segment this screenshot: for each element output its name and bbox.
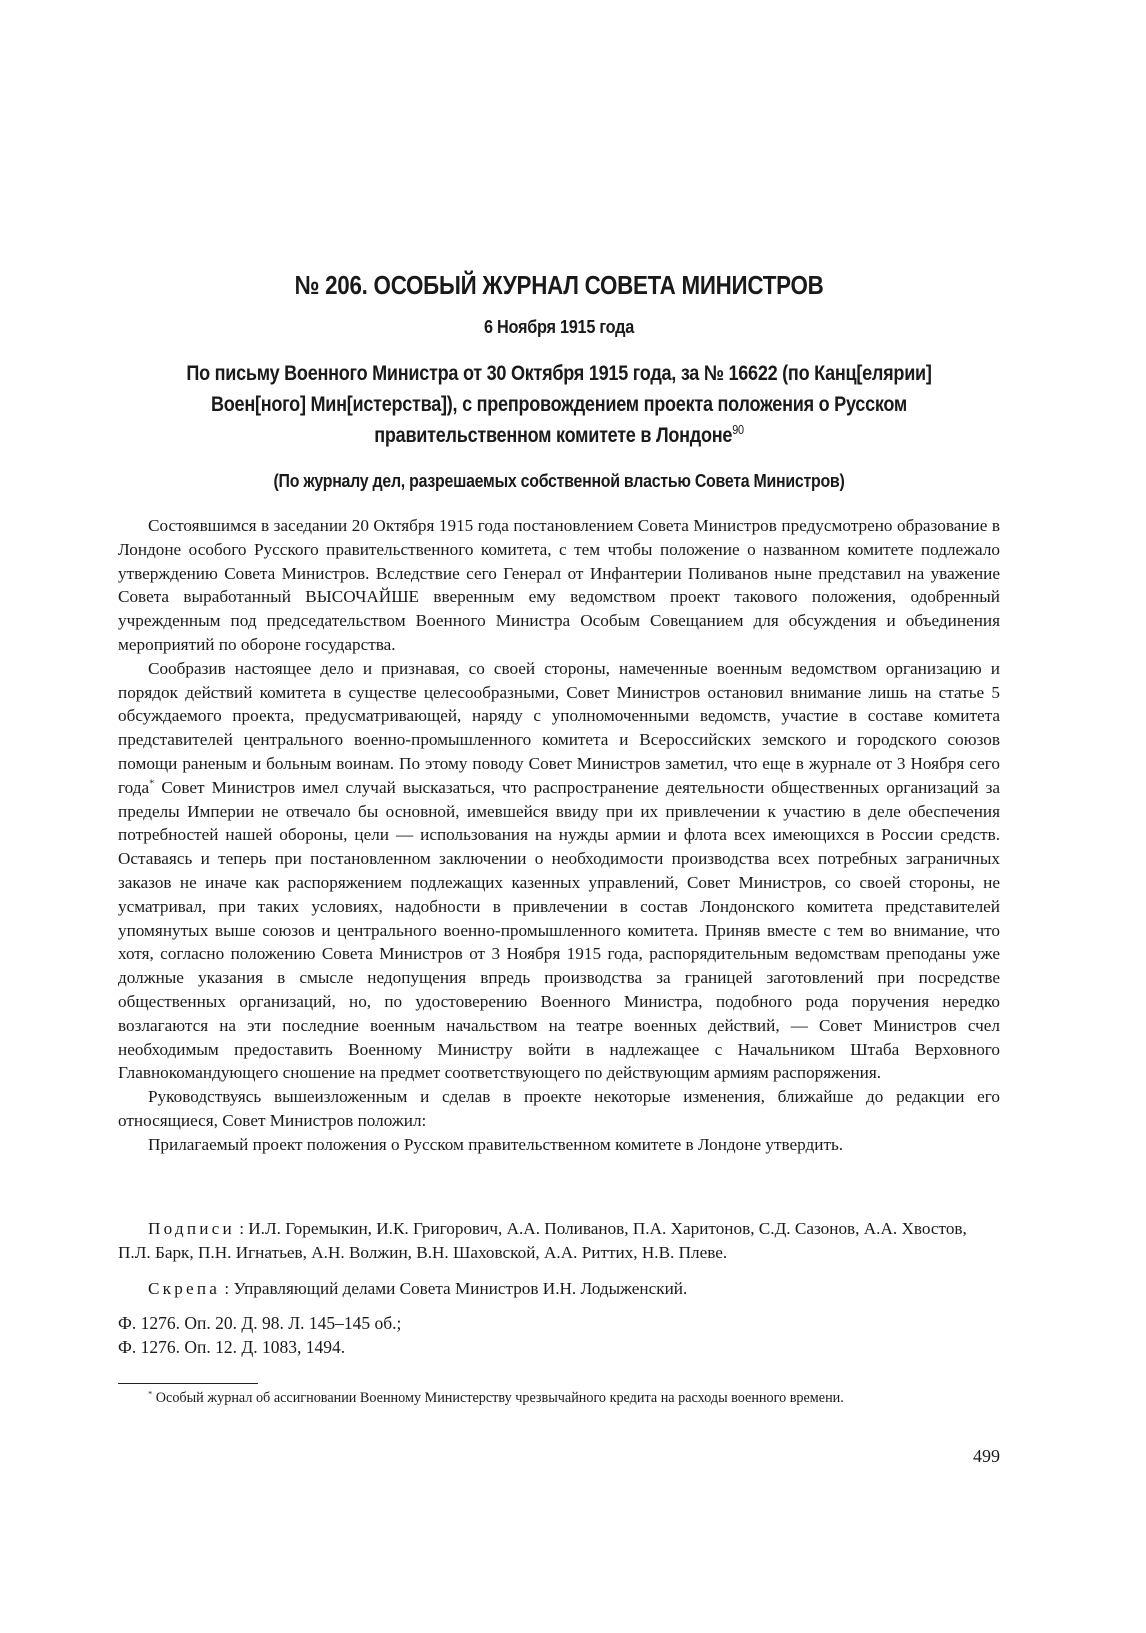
signatures-names: И.Л. Горемыкин, И.К. Григорович, А.А. Поливанов, П.А. Харитонов, С.Д. Сазонов, А.А. Хвостов, П.Л. Барк, П.Н. Игнатьев, А.Н. Волжин, В.Н. Шаховской, А.А. Риттих, Н.В. Плеве. [118, 1219, 967, 1262]
footnote [148, 1388, 1000, 1408]
paragraph-3: Руководствуясь вышеизложенным и сделав в проекте некоторые изменения, ближайше до редакции его относящиеся, Совет Министров положил: [118, 1087, 1000, 1130]
document-subject-text: По письму Военного Министра от 30 Октября 1915 года, за № 16622 (по Канц[елярии] Воен[ного] Мин[истерства]), с препровождением проекта положения о Русском правительственном комитете в Лондоне [186, 362, 932, 447]
attestation: Скрепа : Управляющий делами Совета Министров И.Н. Лодыженский. [148, 1279, 688, 1298]
page-number: 499 [973, 1446, 1000, 1466]
footnote-text: Особый журнал об ассигновании Военному Министерству чрезвычайного кредита на расходы военного времени. [155, 1390, 844, 1406]
document-title: № 206. ОСОБЫЙ ЖУРНАЛ СОВЕТА МИНИСТРОВ [294, 270, 824, 300]
archive-references [118, 1311, 401, 1359]
attestation-text: Управляющий делами Совета Министров И.Н. Лодыженский. [233, 1279, 688, 1298]
attestation-label: Скрепа [148, 1279, 221, 1298]
body-text [118, 514, 1000, 1157]
archive-ref-1: Ф. 1276. Оп. 20. Д. 98. Л. 145–145 об.; [118, 1313, 402, 1333]
paragraph-2 [118, 657, 1000, 1085]
footnote-divider [118, 1383, 258, 1384]
archive-ref-2: Ф. 1276. Оп. 12. Д. 1083, 1494. [118, 1337, 346, 1357]
footnote-mark: * [148, 1388, 153, 1399]
paragraph-2-start: Сообразив настоящее дело и признавая, со своей стороны, намеченные военным ведомством организацию и порядок действий комитета в существе целесообразными, Совет Министров остановил внимание лишь на статье 5 обсуждаемого проекта, предусматривающей, наряду с уполномоченными ведомств, участие в составе комитета представителей центрального военно-промышленного комитета и Всероссийских земского и городского союзов помощи раненым и больным воинам. По этому поводу Совет Министров заметил, что еще в журнале от 3 Ноября сего года [118, 658, 1000, 797]
subject-note-ref: 90 [732, 423, 744, 437]
footnote-ref: * [149, 778, 155, 790]
document-date: 6 Ноября 1915 года [483, 316, 635, 337]
signatures-label: Подписи [148, 1219, 235, 1238]
document-subject [180, 358, 939, 451]
source-note: (По журналу дел, разрешаемых собственной властью Совета Министров) [273, 470, 845, 491]
paragraph-4: Прилагаемый проект положения о Русском правительственном комитете в Лондоне утвердить. [148, 1134, 844, 1154]
paragraph-2-continuation: Совет Министров имел случай высказаться, что распространение деятельности общественных организаций за пределы Империи не отвечало бы основной, имевшейся ввиду при их привлечении к участию в деле обеспечения потребностей нашей обороны, цели — использования на нужды армии и флота всех имеющихся в России средств. Оставаясь и теперь при постановленном заключении о необходимости производства всех потребных заграничных заказов не иначе как распоряжением подлежащих казенных управлений, Совет Министров, со своей стороны, не усматривал, при таких условиях, надобности в привлечении в состав Лондонского комитета представителей упомянутых выше союзов и центрального военно-промышленного комитета. Приняв вместе с тем во внимание, что хотя, согласно положению Совета Министров от 3 Ноября 1915 года, распорядительным ведомствам преподаны уже должные указания в смысле недопущения впредь производства за границей заготовлений при посредстве общественных организаций, но, по удостоверению Военного Министра, подобного рода поручения нередко возлагаются на эти последние военным начальством на театре военных действий, — Совет Министров счел необходимым предоставить Военному Министру войти в надлежащее с Начальником Штаба Верховного Главнокомандующего сношение на предмет соответствующего по действующим армиям распоряжения. [118, 777, 1000, 1083]
paragraph-1: Состоявшимся в заседании 20 Октября 1915 года постановлением Совета Министров предусмотрено образование в Лондоне особого Русского правительственного комитета, с тем чтобы положение о названном комитете подлежало утверждению Совета Министров. Вследствие сего Генерал от Инфантерии Поливанов ныне представил на уважение Совета выработанный ВЫСОЧАЙШЕ вверенным ему ведомством проект такового положения, одобренный учрежденным под председательством Военного Министра Особым Совещанием для обсуждения и объединения мероприятий по обороне государства. [118, 516, 1000, 654]
document-page [118, 0, 1000, 1633]
signatures: Подписи : И.Л. Горемыкин, И.К. Григорович, А.А. Поливанов, П.А. Харитонов, С.Д. Сазонов, А.А. Хвостов, П.Л. Барк, П.Н. Игнатьев, А.Н. Волжин, В.Н. Шаховской, А.А. Риттих, Н.В. Плеве. [118, 1219, 967, 1262]
